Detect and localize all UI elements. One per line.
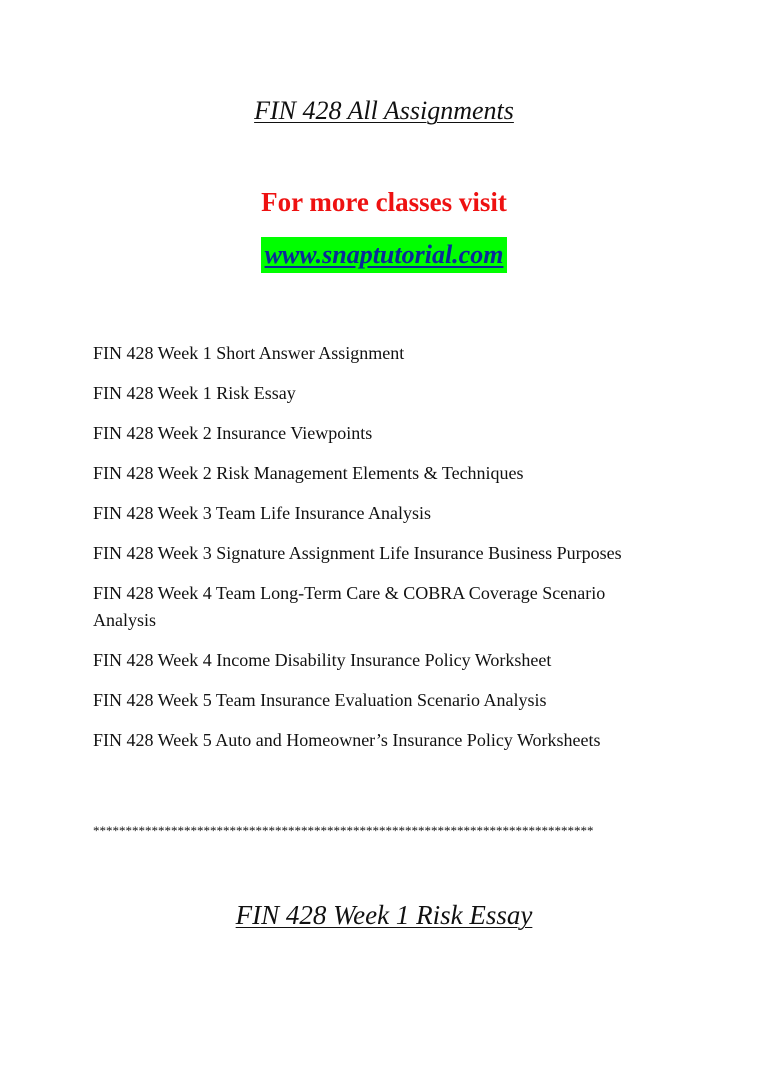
list-item: FIN 428 Week 4 Team Long-Term Care & COBRA Coverage Scenario Analysis: [93, 583, 606, 630]
url-container: [0, 237, 768, 273]
list-item: FIN 428 Week 1 Risk Essay: [93, 383, 296, 403]
list-item: FIN 428 Week 1 Short Answer Assignment: [93, 343, 405, 363]
list-item: FIN 428 Week 4 Income Disability Insurance Policy Worksheet: [93, 650, 552, 670]
list-item: FIN 428 Week 5 Auto and Homeowner’s Insurance Policy Worksheets: [93, 730, 601, 750]
section-title: FIN 428 Week 1 Risk Essay: [235, 900, 533, 930]
list-item: FIN 428 Week 5 Team Insurance Evaluation Scenario Analysis: [93, 690, 547, 710]
list-item: FIN 428 Week 2 Insurance Viewpoints: [93, 423, 373, 443]
assignment-list: [93, 340, 638, 767]
list-item: FIN 428 Week 3 Signature Assignment Life Insurance Business Purposes: [93, 543, 622, 563]
page-title: FIN 428 All Assignments: [254, 96, 514, 125]
list-item: FIN 428 Week 2 Risk Management Elements & Techniques: [93, 463, 524, 483]
separator-line: *****************************************************************************: [93, 823, 594, 838]
promo-text: For more classes visit: [261, 187, 507, 217]
website-link[interactable]: www.snaptutorial.com: [261, 237, 508, 273]
list-item: FIN 428 Week 3 Team Life Insurance Analysis: [93, 503, 432, 523]
